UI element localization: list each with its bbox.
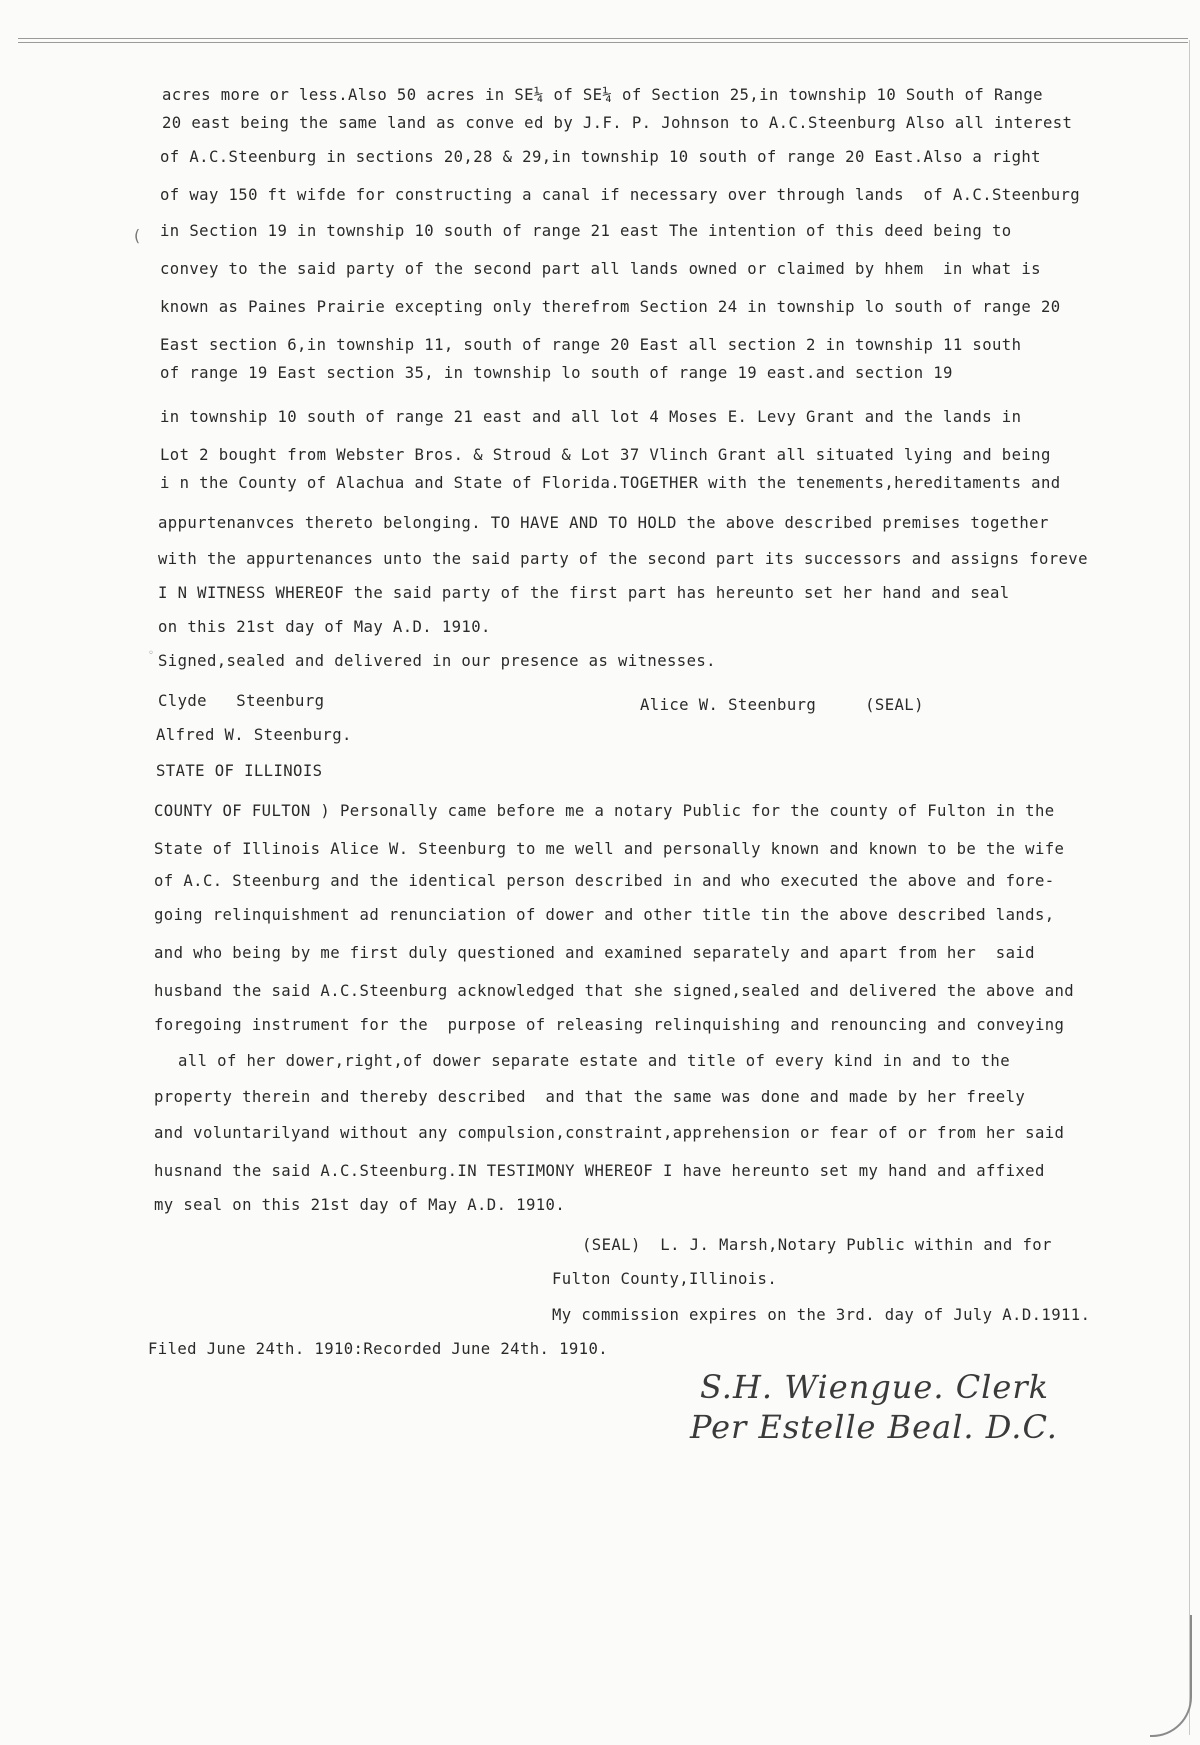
text-line: State of Illinois Alice W. Steenburg to me well and personally known and known to be the wife bbox=[154, 840, 1065, 858]
text-line: known as Paines Prairie excepting only therefrom Section 24 in township lo south of range 20 bbox=[160, 298, 1061, 316]
text-line: property therein and thereby described and that the same was done and made by her freely bbox=[154, 1088, 1026, 1106]
page-corner-curl bbox=[1150, 1615, 1192, 1737]
notary-county: Fulton County,Illinois. bbox=[552, 1270, 778, 1288]
text-line: with the appurtenances unto the said party of the second part its successors and assigns foreve bbox=[158, 550, 1088, 568]
text-line: convey to the said party of the second part all lands owned or claimed by hhem in what is bbox=[160, 260, 1041, 278]
text-line: of way 150 ft wifde for constructing a canal if necessary over through lands of A.C.Steenburg bbox=[160, 186, 1081, 204]
text-line: husband the said A.C.Steenburg acknowledged that she signed,sealed and delivered the above and bbox=[154, 982, 1075, 1000]
margin-mark: ◦ bbox=[148, 648, 155, 659]
deputy-clerk-signature: Per Estelle Beal. D.C. bbox=[690, 1408, 1058, 1446]
clerk-signature: S.H. Wiengue. Clerk bbox=[700, 1368, 1050, 1406]
witness-name: Clyde Steenburg bbox=[158, 692, 325, 710]
top-rule-2 bbox=[18, 42, 1188, 43]
text-line: on this 21st day of May A.D. 1910. bbox=[158, 618, 491, 636]
page-edge bbox=[1189, 40, 1190, 1735]
notary-signature-line: (SEAL) L. J. Marsh,Notary Public within and for bbox=[582, 1236, 1052, 1254]
text-line: and voluntarilyand without any compulsion,constraint,apprehension or fear of or from her said bbox=[154, 1124, 1065, 1142]
text-line: and who being by me first duly questioned and examined separately and apart from her said bbox=[154, 944, 1035, 962]
text-line: East section 6,in township 11, south of range 20 East all section 2 in township 11 south bbox=[160, 336, 1022, 354]
text-line: of range 19 East section 35, in township lo south of range 19 east.and section 19 bbox=[160, 364, 953, 382]
text-line: Lot 2 bought from Webster Bros. & Stroud & Lot 37 Vlinch Grant all situated lying and being bbox=[160, 446, 1051, 464]
margin-bracket: ( bbox=[132, 226, 142, 245]
text-line: going relinquishment ad renunciation of dower and other title tin the above described lands, bbox=[154, 906, 1055, 924]
text-line: in Section 19 in township 10 south of range 21 east The intention of this deed being to bbox=[160, 222, 1012, 240]
text-line: all of her dower,right,of dower separate estate and title of every kind in and to the bbox=[178, 1052, 1010, 1070]
notary-commission: My commission expires on the 3rd. day of July A.D.1911. bbox=[552, 1306, 1091, 1324]
grantor-signature-line: Alice W. Steenburg (SEAL) bbox=[640, 696, 924, 714]
text-line: I N WITNESS WHEREOF the said party of the first part has hereunto set her hand and seal bbox=[158, 584, 1010, 602]
text-line: Signed,sealed and delivered in our presence as witnesses. bbox=[158, 652, 716, 670]
text-line: husnand the said A.C.Steenburg.IN TESTIMONY WHEREOF I have hereunto set my hand and affixed bbox=[154, 1162, 1045, 1180]
text-line: of A.C. Steenburg and the identical person described in and who executed the above and fore- bbox=[154, 872, 1055, 890]
text-line: COUNTY OF FULTON ) Personally came before me a notary Public for the county of Fulton in the bbox=[154, 802, 1055, 820]
text-line: 20 east being the same land as conve ed by J.F. P. Johnson to A.C.Steenburg Also all interest bbox=[162, 114, 1073, 132]
top-rule bbox=[18, 38, 1188, 39]
witness-name: Alfred W. Steenburg. bbox=[156, 726, 352, 744]
filing-record: Filed June 24th. 1910:Recorded June 24th. 1910. bbox=[148, 1340, 609, 1358]
text-line: in township 10 south of range 21 east and all lot 4 Moses E. Levy Grant and the lands in bbox=[160, 408, 1022, 426]
text-line: foregoing instrument for the purpose of releasing relinquishing and renouncing and conveying bbox=[154, 1016, 1065, 1034]
text-line: of A.C.Steenburg in sections 20,28 & 29,in township 10 south of range 20 East.Also a right bbox=[160, 148, 1041, 166]
text-line: my seal on this 21st day of May A.D. 1910. bbox=[154, 1196, 566, 1214]
text-line: i n the County of Alachua and State of Florida.TOGETHER with the tenements,hereditaments and bbox=[160, 474, 1061, 492]
state-heading: STATE OF ILLINOIS bbox=[156, 762, 323, 780]
text-line: acres more or less.Also 50 acres in SE¼ of SE¼ of Section 25,in township 10 South of Range bbox=[162, 86, 1043, 104]
text-line: appurtenanvces thereto belonging. TO HAVE AND TO HOLD the above described premises together bbox=[158, 514, 1049, 532]
